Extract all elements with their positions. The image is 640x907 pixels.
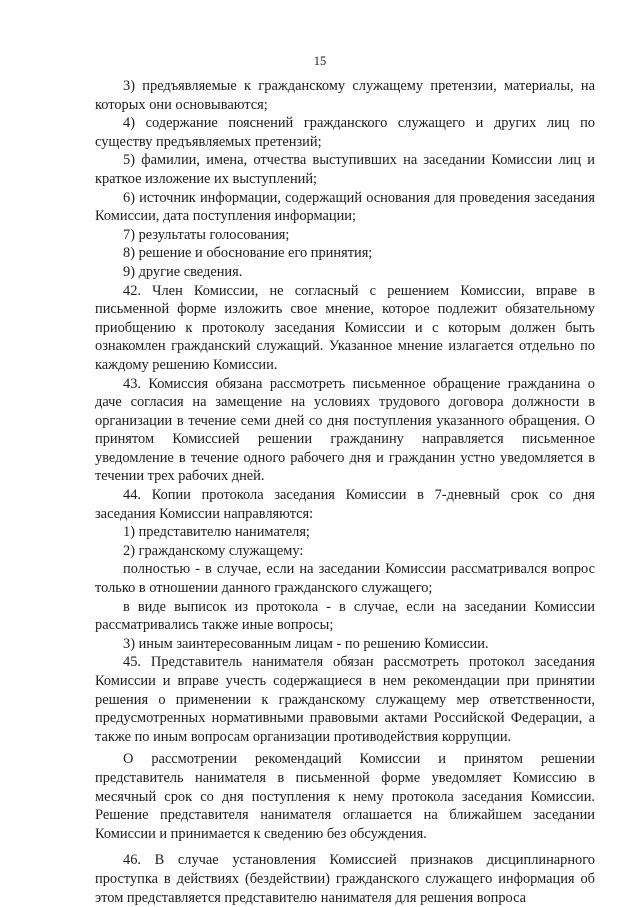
paragraph-item-4: 4) содержание пояснений гражданского служащего и других лиц по существу предъявляемых претензий; <box>95 115 595 150</box>
paragraph-recipient-2: 2) гражданскому служащему: <box>123 542 304 559</box>
document-body <box>95 77 595 907</box>
paragraph-item-6: 6) источник информации, содержащий основания для проведения заседания Комиссии, дата поступления информации; <box>95 189 595 225</box>
paragraph-item-5: 5) фамилии, имена, отчества выступивших на заседании Комиссии лиц и краткое изложение их выступлений; <box>95 152 595 187</box>
paragraph-recipient-1: 1) представителю нанимателя; <box>123 524 310 541</box>
page-number: 15 <box>313 54 327 68</box>
paragraph-item-9: 9) другие сведения. <box>123 263 243 280</box>
paragraph-recipient-3: 3) иным заинтересованным лицам - по решению Комиссии. <box>123 635 489 652</box>
paragraph-clause-46: 46. В случае установления Комиссией признаков дисциплинарного проступка в действиях (бездействии) гражданского служащего информация об этом представляется представителю нанимателя для решения вопроса <box>95 852 595 906</box>
paragraph-clause-44: 44. Копии протокола заседания Комиссии в 7-дневный срок со дня заседания Комиссии направляются: <box>95 487 595 522</box>
paragraph-item-7: 7) результаты голосования; <box>123 226 290 243</box>
paragraph-extract-copy: в виде выписок из протокола - в случае, если на заседании Комиссии рассматривались также иные вопросы; <box>95 598 595 634</box>
paragraph-item-3: 3) предъявляемые к гражданскому служащему претензии, материалы, на которых они основываются; <box>95 78 595 113</box>
paragraph-clause-45: 45. Представитель нанимателя обязан рассмотреть протокол заседания Комиссии и вправе учесть содержащиеся в нем рекомендации при принятии решения о применении к гражданскому служащему мер ответственности, предусмотренных нормативными правовыми актами Российской Федерации, а также по иным вопросам организации противодействия коррупции. <box>95 654 595 745</box>
paragraph-full-copy: полностью - в случае, если на заседании Комиссии рассматривался вопрос только в отношении данного гражданского служащего; <box>95 561 595 597</box>
paragraph-item-8: 8) решение и обоснование его принятия; <box>123 245 373 262</box>
paragraph-clause-42: 42. Член Комиссии, не согласный с решением Комиссии, вправе в письменной форме изложить свое мнение, которое подлежит обязательному приобщению к протоколу заседания Комиссии и с которым должен быть ознакомлен гражданский служащий. Указанное мнение излагается отдельно по каждому решению Комиссии. <box>95 282 595 373</box>
paragraph-clause-45-notice: О рассмотрении рекомендаций Комиссии и принятом решении представитель нанимателя в письменной форме уведомляет Комиссию в месячный срок со дня поступления к нему протокола заседания Комиссии. Решение представителя нанимателя оглашается на ближайшем заседании Комиссии и принимается к сведению без обсуждения. <box>95 751 595 842</box>
paragraph-clause-43: 43. Комиссия обязана рассмотреть письменное обращение гражданина о даче согласия на замещение на условиях трудового договора должности в организации в течение семи дней со дня поступления указанного обращения. О принятом Комиссией решении гражданину направляется письменное уведомление в течение одного рабочего дня и гражданин устно уведомляется в течении трех рабочих дней. <box>95 375 595 485</box>
